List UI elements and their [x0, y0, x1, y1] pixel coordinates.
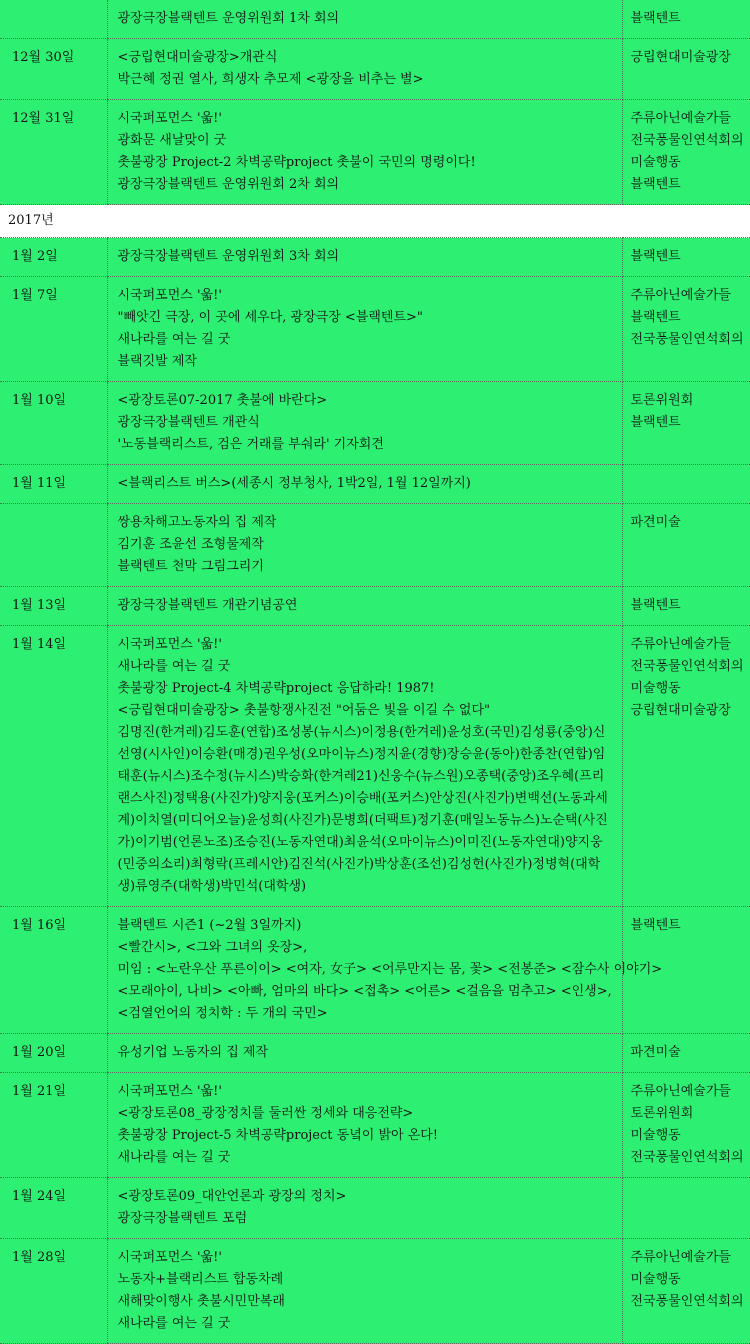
- date-cell: 1월 28일: [0, 1239, 107, 1344]
- event-cell: [107, 0, 622, 39]
- event-line: <긍립현대미술광장> 촛불항쟁사진전 "어둠은 빛을 이길 수 없다": [117, 703, 490, 718]
- date-cell: 1월 20일: [0, 1034, 107, 1073]
- event-line: 박근혜 정권 열사, 희생자 추모제 <광장을 비추는 별>: [117, 72, 424, 87]
- event-line: <광장토론07-2017 촛불에 바란다>: [117, 393, 328, 408]
- event-cell: [107, 277, 622, 382]
- event-line: <광장토론09_대안언론과 광장의 정치>: [117, 1189, 347, 1204]
- org-line: 블랙텐트: [630, 11, 681, 26]
- event-line: 블랙텐트 천막 그림그리기: [117, 559, 264, 574]
- table-row: [0, 1239, 750, 1344]
- org-cell: [622, 626, 750, 907]
- table-row: [0, 1034, 750, 1073]
- table-row: [0, 587, 750, 626]
- event-line: 블랙텐트 시즌1 (~2월 3일까지): [117, 918, 302, 933]
- table-row: [0, 100, 750, 205]
- date-cell: 1월 24일: [0, 1178, 107, 1239]
- event-cell: [107, 1034, 622, 1073]
- org-line: 토론위원회: [630, 1106, 694, 1121]
- org-line: 전국풍물인연석회의: [630, 1150, 744, 1165]
- org-line: 파견미술: [630, 515, 681, 530]
- table-row: [0, 907, 750, 1034]
- org-cell: [622, 587, 750, 626]
- date-cell: 1월 10일: [0, 382, 107, 465]
- org-line: 주류아닌예술가들: [630, 1084, 731, 1099]
- table-row: [0, 382, 750, 465]
- org-cell: [622, 0, 750, 39]
- org-line: 블랙텐트: [630, 415, 681, 430]
- org-line: 파견미술: [630, 1045, 681, 1060]
- org-line: 전국풍물인연석회의: [630, 1294, 744, 1309]
- date-cell: 12월 31일: [0, 100, 107, 205]
- org-line: 주류아닌예술가들: [630, 1250, 731, 1265]
- org-line: 긍립현대미술광장: [630, 703, 731, 718]
- event-line: 광장극장블랙텐트 운영위원회 2차 회의: [117, 177, 340, 192]
- year-row: [0, 205, 750, 238]
- date-cell: 1월 21일: [0, 1073, 107, 1178]
- table-row: [0, 39, 750, 100]
- event-line: <빨간시>, <그와 그녀의 옷장>,: [117, 940, 308, 955]
- event-line: 시국퍼포먼스 '욻!': [117, 1250, 222, 1265]
- event-line: 광장극장블랙텐트 운영위원회 3차 회의: [117, 249, 340, 264]
- event-line: 광장극장블랙텐트 개관식: [117, 415, 260, 430]
- org-cell: [622, 1073, 750, 1178]
- event-line: 미임 : <노란우산 푸른이이> <여자, 女子> <어루만지는 몸, 꽃> <전봉준> <잠수사 이야기>: [117, 962, 663, 977]
- event-cell: [107, 465, 622, 504]
- org-cell: [622, 100, 750, 205]
- event-line: 김기훈 조윤선 조형물제작: [117, 537, 264, 552]
- event-cell: [107, 382, 622, 465]
- event-cell: [107, 100, 622, 205]
- table-row: [0, 1073, 750, 1178]
- event-line: "빼앗긴 극장, 이 곳에 세우다, 광장극장 <블랙텐트>": [117, 310, 423, 325]
- event-line: 새나라를 여는 길 굿: [117, 1150, 231, 1165]
- org-line: 블랙텐트: [630, 310, 681, 325]
- org-line: 블랙텐트: [630, 177, 681, 192]
- date-cell: [0, 0, 107, 39]
- org-line: 토론위원회: [630, 393, 694, 408]
- org-line: 블랙텐트: [630, 918, 681, 933]
- date-cell: 1월 13일: [0, 587, 107, 626]
- event-line: 쌍용차해고노동자의 집 제작: [117, 515, 277, 530]
- org-line: 미술행동: [630, 1128, 681, 1143]
- org-line: 주류아닌예술가들: [630, 111, 731, 126]
- org-line: 블랙텐트: [630, 598, 681, 613]
- event-line: 유성기업 노동자의 집 제작: [117, 1045, 269, 1060]
- event-line: 촛불광장 Project-4 차벽공략project 응답하라! 1987!: [117, 681, 435, 696]
- event-line: 새나라를 여는 길 굿: [117, 659, 231, 674]
- org-line: 블랙텐트: [630, 249, 681, 264]
- date-cell: 1월 7일: [0, 277, 107, 382]
- event-cell: [107, 1073, 622, 1178]
- table-row: [0, 238, 750, 277]
- date-cell: 1월 11일: [0, 465, 107, 504]
- event-line: 촛불광장 Project-5 차벽공략project 동녘이 밝아 온다!: [117, 1128, 439, 1143]
- event-line: 새나라를 여는 길 굿: [117, 332, 231, 347]
- date-cell: 12월 30일: [0, 39, 107, 100]
- table-row: [0, 0, 750, 39]
- event-line: <검열언어의 정치학 : 두 개의 국민>: [117, 1006, 328, 1021]
- org-line: 주류아닌예술가들: [630, 637, 731, 652]
- org-cell: [622, 1034, 750, 1073]
- event-cell: [107, 39, 622, 100]
- event-line: 광장극장블랙텐트 포럼: [117, 1211, 248, 1226]
- org-line: 주류아닌예술가들: [630, 288, 731, 303]
- org-cell: [622, 504, 750, 587]
- event-line: <블랙리스트 버스>(세종시 정부청사, 1박2일, 1월 12일까지): [117, 476, 471, 491]
- org-cell: [622, 382, 750, 465]
- event-cell: [107, 238, 622, 277]
- event-line: 광화문 새날맞이 굿: [117, 133, 227, 148]
- org-line: 미술행동: [630, 155, 681, 170]
- event-line: 노동자+블랙리스트 합동차례: [117, 1272, 284, 1287]
- event-line: 시국퍼포먼스 '욻!': [117, 288, 222, 303]
- event-line: 블랙깃발 제작: [117, 354, 197, 369]
- event-line: 촛불광장 Project-2 차벽공략project 촛불이 국민의 명령이다!: [117, 155, 476, 170]
- event-line: 시국퍼포먼스 '욻!': [117, 637, 222, 652]
- org-line: 전국풍물인연석회의: [630, 332, 744, 347]
- event-line: 광장극장블랙텐트 운영위원회 1차 회의: [117, 11, 340, 26]
- org-line: 긍립현대미술광장: [630, 50, 731, 65]
- event-line: 시국퍼포먼스 '욻!': [117, 111, 222, 126]
- year-cell: 2017년: [0, 205, 750, 238]
- org-line: 미술행동: [630, 681, 681, 696]
- event-line: 새나라를 여는 길 굿: [117, 1316, 231, 1331]
- event-line: 새해맞이행사 촛불시민만복래: [117, 1294, 285, 1309]
- org-line: 전국풍물인연석회의: [630, 659, 744, 674]
- date-cell: 1월 14일: [0, 626, 107, 907]
- event-line: <광장토론08_광장정치를 둘러싼 정세와 대응전략>: [117, 1106, 414, 1121]
- table-row: [0, 277, 750, 382]
- event-cell: [107, 587, 622, 626]
- event-line: <모래아이, 나비> <아빠, 엄마의 바다> <접촉> <어른> <걸음을 멈추고> <인생>,: [117, 984, 612, 999]
- date-cell: 1월 2일: [0, 238, 107, 277]
- table-row: [0, 504, 750, 587]
- event-line: <긍립현대미술광장>개관식: [117, 50, 278, 65]
- org-cell: [622, 1239, 750, 1344]
- event-line: 광장극장블랙텐트 개관기념공연: [117, 598, 298, 613]
- org-cell: [622, 465, 750, 504]
- event-cell: [107, 1239, 622, 1344]
- org-cell: [622, 277, 750, 382]
- date-cell: 1월 16일: [0, 907, 107, 1034]
- org-line: 미술행동: [630, 1272, 681, 1287]
- date-cell: [0, 504, 107, 587]
- photographer-list: 김명진(한겨레)김도훈(연합)조성봉(뉴시스)이정용(한겨레)윤성호(국민)김성룡(중앙)신선영(시사인)이승환(매경)권우성(오마이뉴스)정지윤(경향)장승윤(동아)한종찬(연합)임태훈(뉴시스)조수정(뉴시스)박승화(한겨레21)신웅수(뉴스원)오종택(중앙)조우혜(프리랜스사진)정택용(사진가)양지웅(포커스)이승배(포커스)안상진(사진가)변백선(노동과세계)이치열(미디어오늘)윤성희(사진가)문병희(더팩트)정기훈(매일노동뉴스)노순택(사진가)이기범(언론노조)조승진(노동자연대)최윤석(오마이뉴스)이미진(노동자연대)양지웅(민중의소리)최형락(프레시안)김진석(사진가)박상훈(조선)김성헌(사진가)정병혁(대학생)류영주(대학생)박민석(대학생): [117, 725, 608, 894]
- event-cell: [107, 907, 663, 1034]
- table-row: [0, 465, 750, 504]
- event-line: 시국퍼포먼스 '욻!': [117, 1084, 222, 1099]
- event-line: '노동블랙리스트, 검은 거래를 부숴라' 기자회견: [117, 437, 384, 452]
- event-cell: [107, 1178, 622, 1239]
- table-row: [0, 626, 750, 907]
- org-cell: [622, 39, 750, 100]
- table-row: [0, 1178, 750, 1239]
- event-cell: [107, 504, 622, 587]
- org-line: 전국풍물인연석회의: [630, 133, 744, 148]
- event-cell: [107, 626, 622, 907]
- org-cell: [622, 1178, 750, 1239]
- org-cell: [622, 238, 750, 277]
